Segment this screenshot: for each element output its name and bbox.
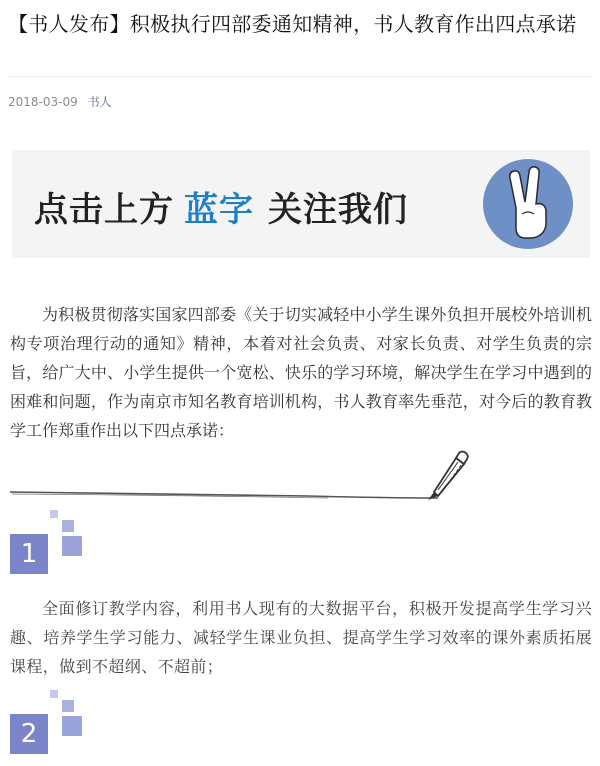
decor-square (50, 690, 58, 698)
intro-paragraph: 为积极贯彻落实国家四部委《关于切实减轻中小学生课外负担开展校外培训机构专项治理行动的通知》精神，本着对社会负责、对家长负责、对学生负责的宗旨，给广大中、小学生提供一个宽松、快乐的学习环境，解决学生在学习中遇到的困难和问题，作为南京市知名教育培训机构，书人教育率先垂范，对今后的教育教学工作郑重作出以下四点承诺： (10, 305, 592, 440)
promise-number-1 (8, 508, 88, 578)
promise-number-2 (8, 688, 88, 758)
banner-text-after: 关注我们 (268, 190, 408, 230)
follow-banner[interactable] (12, 150, 590, 258)
decor-square (62, 520, 74, 532)
publish-date: 2018-03-09 (8, 95, 78, 109)
banner-text-before: 点击上方 (34, 190, 174, 230)
decor-square (62, 700, 74, 712)
decor-square (50, 510, 58, 518)
number-badge: 2 (10, 714, 48, 754)
account-link[interactable]: 书人 (87, 95, 112, 109)
decor-square (62, 536, 82, 556)
banner-highlight: 蓝字 (184, 190, 254, 230)
title-divider (8, 76, 592, 77)
victory-hand-icon (482, 158, 574, 250)
promise-paragraph-1: 全面修订教学内容，利用书人现有的大数据平台，积极开发提高学生学习兴趣、培养学生学习能力、减轻学生课业负担、提高学生学习效率的课外素质拓展课程，做到不超纲、不超前； (10, 599, 592, 676)
decor-square (62, 716, 82, 736)
article-meta (8, 93, 112, 110)
number-badge: 1 (10, 534, 48, 574)
pencil-icon (8, 448, 598, 508)
banner-text (34, 182, 408, 231)
article-title: 【书人发布】积极执行四部委通知精神，书人教育作出四点承诺 (8, 12, 577, 36)
